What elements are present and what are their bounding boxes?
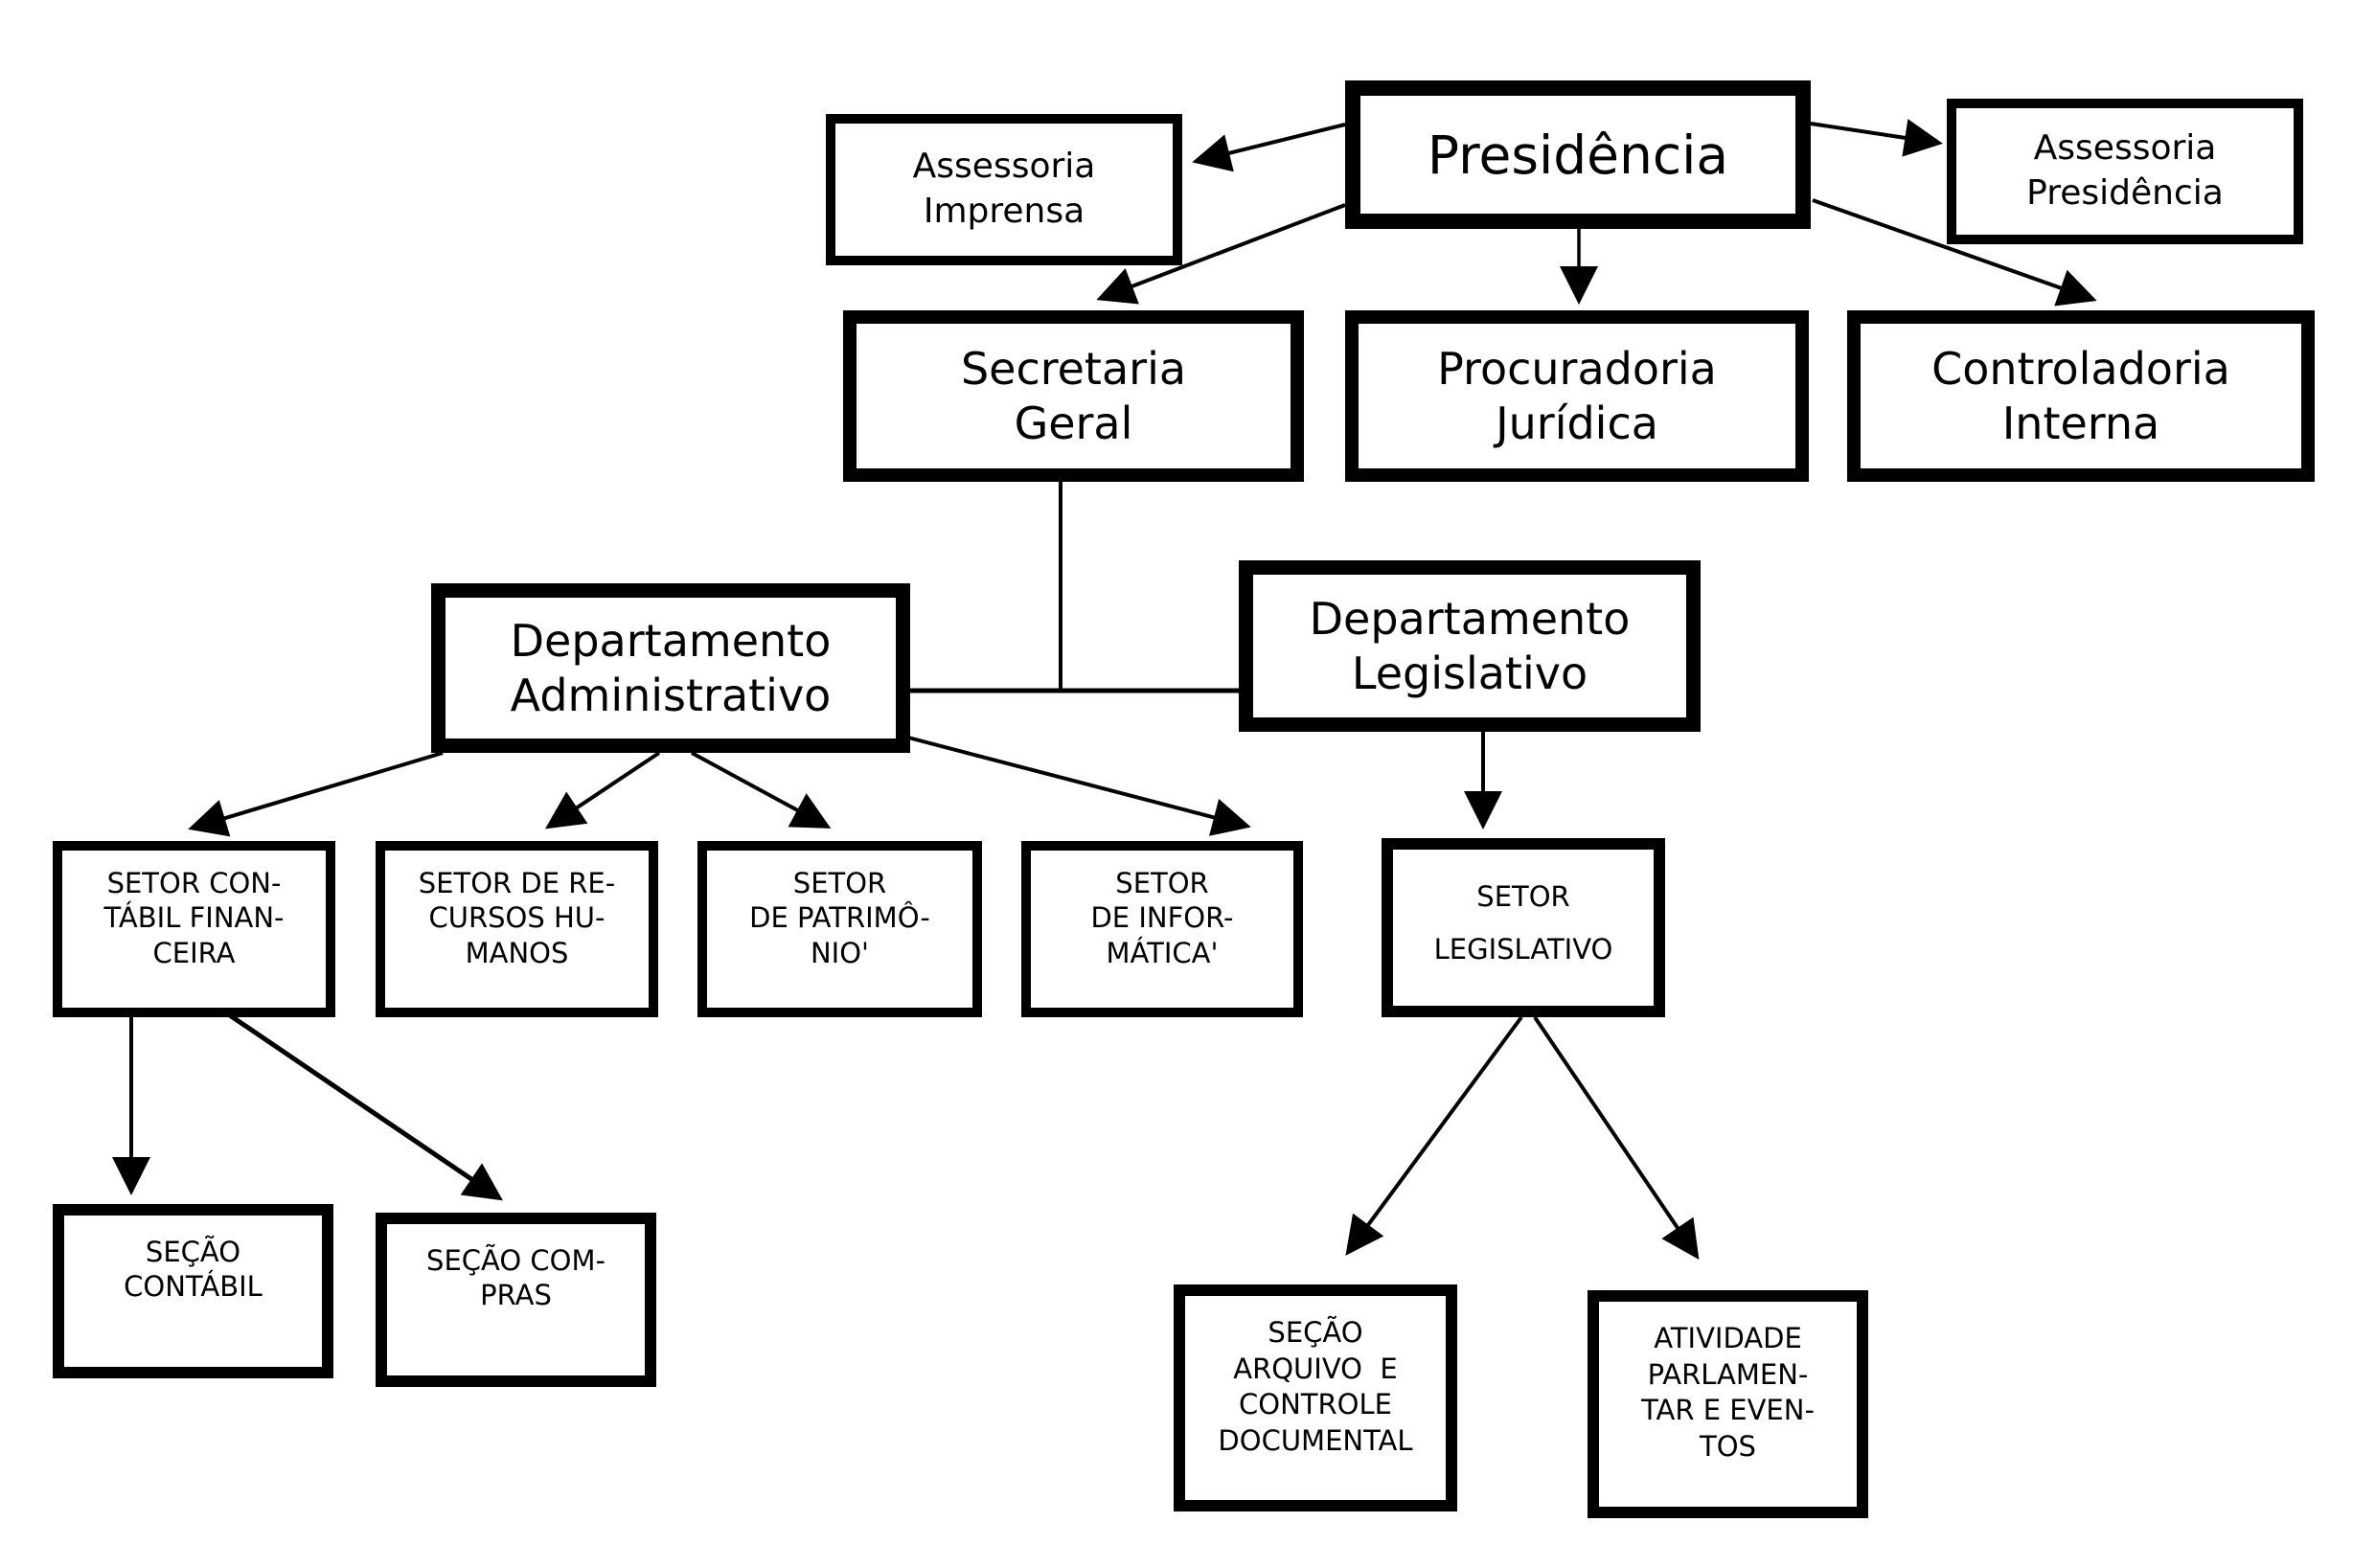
node-setor-legislativo bbox=[1382, 838, 1665, 1017]
node-label-line: LEGISLATIVO bbox=[1433, 933, 1613, 966]
node-label-line: MÁTICA' bbox=[1106, 936, 1219, 969]
node-label-line: CEIRA bbox=[152, 936, 236, 969]
node-procuradoria-juridica bbox=[1345, 310, 1809, 482]
node-atividade-parlamentar-eventos bbox=[1588, 1290, 1868, 1518]
edge-setorleg-atividade-parlamentar bbox=[1535, 1017, 1696, 1255]
edge-setorcontabil-secao-compras bbox=[227, 1013, 498, 1197]
node-label-line: SETOR bbox=[792, 867, 887, 899]
edge-depadm-setor-patrimonio bbox=[692, 753, 826, 826]
node-setor-contabil-financeira bbox=[53, 841, 335, 1017]
edge-setorleg-secao-arquivo bbox=[1349, 1017, 1521, 1251]
node-label-line: CURSOS HU- bbox=[428, 901, 605, 935]
node-label-line: Imprensa bbox=[923, 192, 1085, 231]
node-departamento-administrativo bbox=[431, 583, 910, 753]
node-label-line: Jurídica bbox=[1496, 397, 1658, 449]
node-label-line: SEÇÃO bbox=[1268, 1316, 1363, 1349]
node-label-line: Legislativo bbox=[1351, 647, 1588, 699]
node-label-line: Presidência bbox=[1427, 124, 1729, 186]
node-label-line: ATIVIDADE bbox=[1654, 1322, 1802, 1354]
node-label-line: TOS bbox=[1700, 1430, 1756, 1464]
node-label-line: PARLAMEN- bbox=[1647, 1357, 1809, 1391]
node-label-line: Geral bbox=[1014, 397, 1133, 449]
node-assessoria-presidencia bbox=[1947, 99, 2303, 244]
node-label-line: SETOR bbox=[1115, 867, 1209, 899]
node-setor-informatica bbox=[1021, 841, 1303, 1017]
node-label-line: Assessoria bbox=[912, 147, 1096, 187]
node-setor-patrimonio bbox=[697, 841, 982, 1017]
node-secao-arquivo-controle-documental bbox=[1174, 1284, 1457, 1511]
node-label-line: TAR E EVEN- bbox=[1641, 1394, 1815, 1427]
node-label-line: DE INFOR- bbox=[1090, 901, 1234, 935]
node-label-line: SEÇÃO COM- bbox=[426, 1244, 605, 1277]
node-label-line: TÁBIL FINAN- bbox=[103, 901, 285, 935]
edge-presidencia-assessoria-imprensa bbox=[1198, 125, 1345, 161]
node-label-line: Interna bbox=[2001, 397, 2160, 449]
node-secretaria-geral bbox=[843, 310, 1304, 482]
node-label-line: DOCUMENTAL bbox=[1218, 1424, 1413, 1458]
node-assessoria-imprensa bbox=[826, 114, 1182, 265]
node-label-line: Controladoria bbox=[1931, 343, 2230, 396]
node-label-line: SEÇÃO bbox=[145, 1236, 241, 1268]
node-label-line: CONTROLE bbox=[1239, 1388, 1392, 1421]
edge-presidencia-assessoria-presidencia bbox=[1811, 124, 1937, 143]
node-label-line: Secretaria bbox=[960, 343, 1187, 396]
node-controladoria-interna bbox=[1847, 310, 2315, 482]
node-setor-recursos-humanos bbox=[376, 841, 658, 1017]
node-label-line: SETOR bbox=[1476, 880, 1570, 913]
node-secao-contabil bbox=[53, 1204, 333, 1378]
node-label-line: Assessoria bbox=[2033, 128, 2217, 169]
node-label-line: SETOR CON- bbox=[106, 867, 282, 899]
node-label-line: Procuradoria bbox=[1437, 343, 1717, 396]
node-presidencia bbox=[1345, 80, 1811, 229]
node-label-line: CONTÁBIL bbox=[124, 1270, 263, 1304]
node-label-line: Administrativo bbox=[510, 669, 832, 721]
node-departamento-legislativo bbox=[1239, 560, 1701, 732]
node-label-line: PRAS bbox=[480, 1279, 552, 1312]
edge-depadm-setor-rh bbox=[550, 753, 659, 826]
edge-depadm-setor-informatica bbox=[908, 738, 1245, 826]
node-label-line: Presidência bbox=[2026, 173, 2224, 213]
node-label-line: MANOS bbox=[465, 936, 569, 969]
node-label-line: DE PATRIMÔ- bbox=[749, 901, 930, 935]
node-label-line: ARQUIVO E bbox=[1233, 1352, 1398, 1385]
node-label-line: NIO' bbox=[810, 936, 870, 969]
node-label-line: Departamento bbox=[1309, 593, 1631, 646]
node-label-line: SETOR DE RE- bbox=[418, 867, 616, 899]
node-secao-compras bbox=[376, 1213, 656, 1387]
node-label-line: Departamento bbox=[510, 615, 832, 668]
edge-depadm-setor-contabil bbox=[194, 753, 443, 828]
